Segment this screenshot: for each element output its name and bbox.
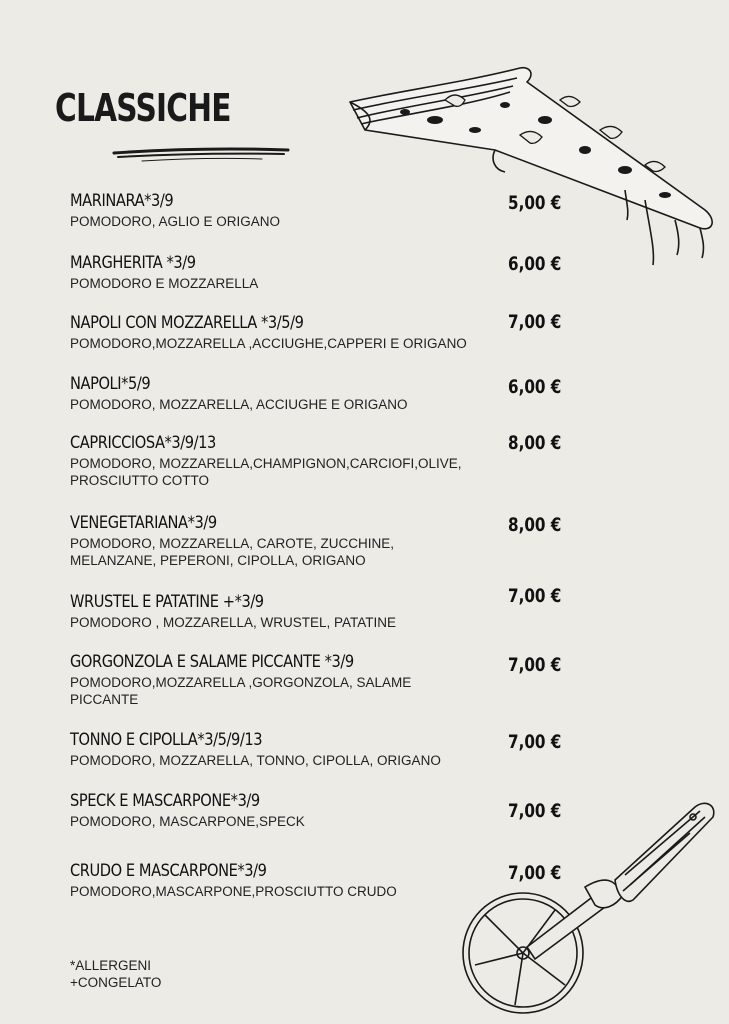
item-name: SPECK E MASCARPONE*3/9	[70, 791, 260, 811]
menu-item	[70, 253, 510, 292]
title-underline-stroke	[112, 145, 290, 165]
item-name: WRUSTEL E PATATINE +*3/9	[70, 592, 264, 612]
item-price: 7,00 €	[508, 311, 562, 333]
item-description: POMODORO, AGLIO E ORIGANO	[70, 214, 281, 229]
allergens-note: *ALLERGENI	[70, 958, 152, 973]
item-price: 8,00 €	[508, 514, 562, 536]
item-price: 7,00 €	[508, 862, 562, 884]
menu-item	[70, 374, 510, 413]
item-price: 5,00 €	[508, 192, 562, 214]
menu-title: CLASSICHE	[55, 86, 231, 130]
item-name: MARINARA*3/9	[70, 191, 174, 211]
pizza-cutter-illustration	[455, 795, 720, 1020]
menu-item	[70, 730, 510, 769]
menu-item	[70, 592, 510, 631]
item-description: POMODORO E MOZZARELLA	[70, 276, 259, 291]
item-description: POMODORO, MOZZARELLA,CHAMPIGNON,CARCIOFI,OLIVE, PROSCIUTTO COTTO	[70, 456, 462, 488]
footnotes	[70, 957, 161, 991]
menu-item	[70, 433, 500, 489]
item-name: TONNO E CIPOLLA*3/5/9/13	[70, 730, 263, 750]
item-description: POMODORO,MOZZARELLA ,ACCIUGHE,CAPPERI E ORIGANO	[70, 336, 467, 351]
item-price: 7,00 €	[508, 800, 562, 822]
menu-item	[70, 191, 510, 230]
item-description: POMODORO, MOZZARELLA, ACCIUGHE E ORIGANO	[70, 397, 408, 412]
menu-item	[70, 652, 450, 708]
item-name: CRUDO E MASCARPONE*3/9	[70, 861, 267, 881]
item-description: POMODORO , MOZZARELLA, WRUSTEL, PATATINE	[70, 615, 397, 630]
item-description: POMODORO, MOZZARELLA, CAROTE, ZUCCHINE, MELANZANE, PEPERONI, CIPOLLA, ORIGANO	[70, 536, 395, 568]
item-name: NAPOLI*5/9	[70, 374, 151, 394]
pizza-slice-illustration	[345, 60, 720, 275]
item-name: VENEGETARIANA*3/9	[70, 513, 217, 533]
menu-item	[70, 791, 510, 830]
item-description: POMODORO, MASCARPONE,SPECK	[70, 814, 305, 829]
item-description: POMODORO,MASCARPONE,PROSCIUTTO CRUDO	[70, 884, 397, 899]
item-price: 6,00 €	[508, 376, 562, 398]
item-price: 7,00 €	[508, 585, 562, 607]
item-price: 7,00 €	[508, 731, 562, 753]
menu-item	[70, 313, 510, 352]
item-price: 7,00 €	[508, 654, 562, 676]
item-description: POMODORO, MOZZARELLA, TONNO, CIPOLLA, ORIGANO	[70, 753, 441, 768]
item-name: MARGHERITA *3/9	[70, 253, 196, 273]
item-description: POMODORO,MOZZARELLA ,GORGONZOLA, SALAME PICCANTE	[70, 675, 412, 707]
item-price: 8,00 €	[508, 432, 562, 454]
item-name: NAPOLI CON MOZZARELLA *3/5/9	[70, 313, 304, 333]
item-name: CAPRICCIOSA*3/9/13	[70, 433, 216, 453]
item-name: GORGONZOLA E SALAME PICCANTE *3/9	[70, 652, 354, 672]
frozen-note: +CONGELATO	[70, 975, 162, 990]
menu-item	[70, 861, 510, 900]
menu-item	[70, 513, 430, 569]
item-price: 6,00 €	[508, 253, 562, 275]
